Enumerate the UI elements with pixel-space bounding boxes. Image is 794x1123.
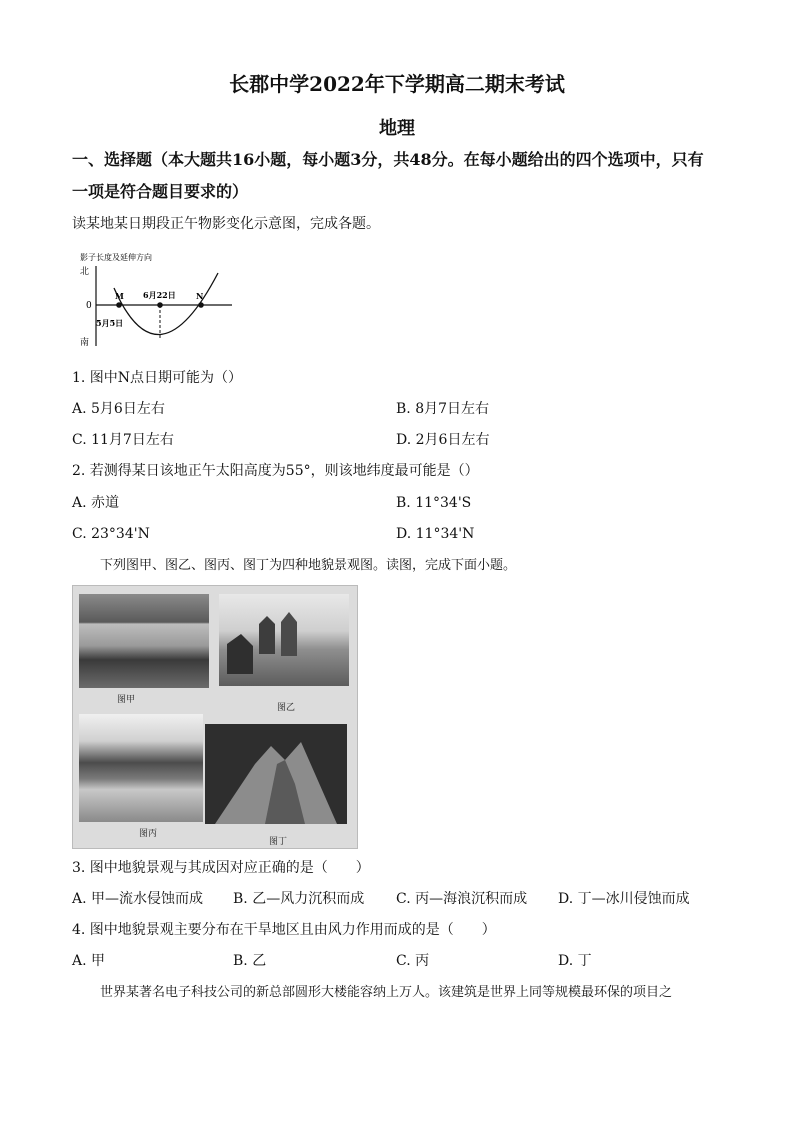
intro-text-1: 读某地某日期段正午物影变化示意图，完成各题。: [72, 216, 380, 232]
point-m-label: M: [115, 291, 124, 301]
q2-option-c: C. 23°34'N: [72, 526, 150, 542]
point-m-marker: [116, 302, 122, 308]
june22-label: 6月22日: [143, 290, 176, 300]
question-3-stem: 3. 图中地貌景观与其成因对应正确的是（ ）: [72, 860, 370, 876]
point-n-marker: [198, 302, 204, 308]
q4-option-b: B. 乙: [233, 953, 267, 969]
q2-option-b: B. 11°34'S: [396, 495, 472, 511]
q3-option-b: B. 乙—风力沉积而成: [233, 891, 365, 907]
q2-option-a: A. 赤道: [72, 495, 120, 511]
subject-title: 地理: [379, 118, 415, 139]
q3-option-d: D. 丁—冰川侵蚀而成: [558, 891, 690, 907]
question-4-stem: 4. 图中地貌景观主要分布在干旱地区且由风力作用而成的是（ ）: [72, 922, 496, 938]
landform-photos: [72, 585, 358, 849]
exam-title: 长郡中学2022年下学期高二期末考试: [229, 72, 565, 96]
section-heading-line1: 一、选择题（本大题共16小题，每小题3分，共48分。在每小题给出的四个选项中，只有: [72, 150, 704, 169]
q4-option-a: A. 甲: [72, 953, 106, 969]
photo-bing: [79, 714, 203, 822]
q4-option-d: D. 丁: [558, 953, 592, 969]
q1-option-b: B. 8月7日左右: [396, 401, 490, 417]
photo-yi: [219, 594, 349, 686]
intro-text-2: 下列图甲、图乙、图丙、图丁为四种地貌景观图。读图，完成下面小题。: [100, 558, 517, 573]
question-1-stem: 1. 图中N点日期可能为（）: [72, 370, 243, 386]
photo-yi-caption: 图乙: [277, 703, 296, 713]
intro-text-3: 世界某著名电子科技公司的新总部圆形大楼能容纳上万人。该建筑是世界上同等规模最环保的项目之: [100, 985, 673, 1000]
shadow-diagram: [72, 248, 242, 353]
q1-option-a: A. 5月6日左右: [72, 401, 165, 417]
diagram-zero-label: 0: [86, 301, 92, 311]
q4-option-c: C. 丙: [396, 953, 430, 969]
q3-option-c: C. 丙—海浪沉积而成: [396, 891, 528, 907]
section-heading-line2: 一项是符合题目要求的）: [72, 182, 249, 201]
diagram-ylabel: 影子长度及延伸方向: [80, 253, 152, 262]
point-n-label: N: [196, 291, 204, 301]
question-2-stem: 2. 若测得某日该地正午太阳高度为55°，则该地纬度最可能是（）: [72, 463, 479, 479]
q1-option-d: D. 2月6日左右: [396, 432, 490, 448]
may5-label: 5月5日: [96, 318, 124, 328]
q3-option-a: A. 甲—流水侵蚀而成: [72, 891, 204, 907]
q2-option-d: D. 11°34'N: [396, 526, 475, 542]
diagram-south-label: 南: [80, 338, 90, 348]
photo-bing-caption: 图丙: [139, 829, 158, 839]
photo-ding-caption: 图丁: [269, 837, 288, 847]
q1-option-c: C. 11月7日左右: [72, 432, 174, 448]
photo-jia-caption: 图甲: [117, 695, 136, 705]
diagram-north-label: 北: [80, 267, 90, 277]
point-june22-marker: [157, 302, 163, 308]
photo-jia: [79, 594, 209, 688]
photo-ding: [205, 724, 347, 824]
